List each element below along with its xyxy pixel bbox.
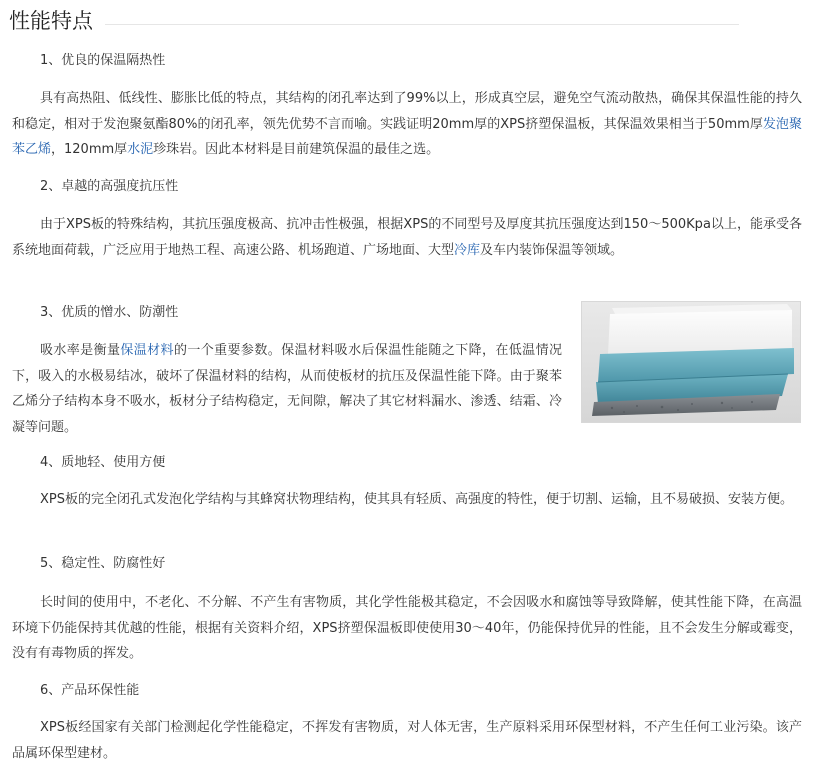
section-body-1 [12, 86, 802, 163]
body-text: 长时间的使用中，不老化、不分解、不产生有害物质，其化学性能极其稳定，不会因吸水和腐蚀等导致降解，使其性能下降，在高温环境下仍能保持其优越的性能，根据有关资料介绍，XPS挤塑保温板即使使用30～40年，仍能保持优异的性能，且不会发生分解或霉变，没有有毒物质的挥发。 [12, 595, 802, 661]
body-text: 具有高热阻、低线性、膨胀比低的特点，其结构的闭孔率达到了99%以上，形成真空层，避免空气流动散热，确保其保温性能的持久和稳定，相对于发泡聚氨酯80%的闭孔率，领先优势不言而喻。实践证明20mm厚的XPS挤塑保温板，其保温效果相当于50mm厚 [12, 91, 802, 132]
section-body-3 [12, 338, 562, 440]
body-text: 及车内装饰保温等领域。 [480, 242, 624, 258]
link-cement[interactable]: 水泥 [127, 142, 154, 157]
xps-board-stack-photo [581, 301, 801, 423]
section-title-5: 5、稳定性、防腐性好 [40, 556, 166, 571]
body-text: 的一个重要参数。保温材料吸水后保温性能随之下降，在低温情况下，吸入的水极易结冰，破坏了保温材料的结构，从而使板材的抗压及保温性能下降。由于聚苯乙烯分子结构本身不吸水，板材分子结构稳定，无间隙，解决了其它材料漏水、渗透、结霜、冷凝等问题。 [12, 343, 562, 435]
link-insulation-material[interactable]: 保温材料 [120, 343, 174, 358]
body-text: 由于XPS板的特殊结构，其抗压强度极高、抗冲击性极强，根据XPS的不同型号及厚度其抗压强度达到150～500Kpa以上，能承受各系统地面荷载，广泛应用于地热工程、高速公路、机场跑道、广场地面、大型 [12, 217, 802, 258]
section-title-1: 1、优良的保温隔热性 [40, 53, 166, 68]
body-text: XPS板的完全闭孔式发泡化学结构与其蜂窝状物理结构，使其具有轻质、高强度的特性，便于切割、运输，且不易破损、安装方便。 [40, 492, 793, 507]
body-text: XPS板经国家有关部门检测起化学性能稳定，不挥发有害物质，对人体无害，生产原料采用环保型材料，不产生任何工业污染。该产品属环保型建材。 [12, 720, 802, 761]
section-title-2: 2、卓越的高强度抗压性 [40, 179, 179, 194]
link-cold-storage[interactable]: 冷库 [454, 242, 481, 258]
page-title: 性能特点 [9, 9, 93, 33]
section-title-6: 6、产品环保性能 [40, 683, 140, 698]
board-stack-illustration [582, 302, 800, 422]
section-title-4: 4、质地轻、使用方便 [40, 455, 166, 470]
link-foam-polystyrene[interactable]: 发泡聚苯乙烯 [12, 116, 802, 157]
section-body-6 [12, 715, 802, 766]
section-body-4 [12, 487, 802, 513]
section-body-5 [12, 590, 802, 667]
body-text: 吸水率是衡量 [40, 343, 121, 358]
body-text: 珍珠岩。因此本材料是目前建筑保温的最佳之选。 [153, 142, 440, 157]
title-divider [105, 24, 739, 25]
section-body-2 [12, 212, 802, 263]
body-text: ，120mm厚 [51, 142, 128, 157]
section-title-3: 3、优质的憎水、防潮性 [40, 305, 179, 320]
section-header [9, 6, 739, 38]
